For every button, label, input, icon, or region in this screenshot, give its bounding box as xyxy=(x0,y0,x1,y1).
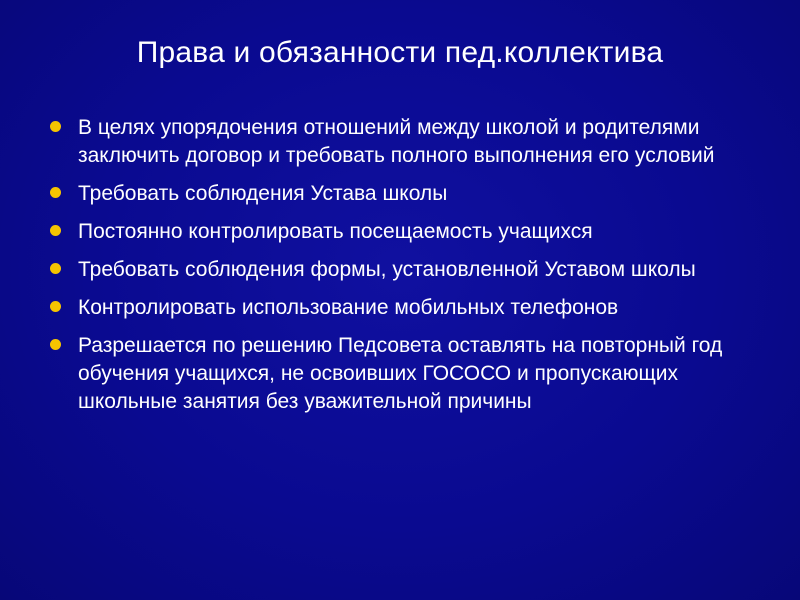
bullet-item xyxy=(50,218,770,246)
bullet-item xyxy=(50,114,770,170)
bullet-text: Требовать соблюдения Устава школы xyxy=(78,182,448,205)
slide-title: Права и обязанности пед.коллектива xyxy=(136,36,664,69)
bullet-dot-icon xyxy=(50,339,61,350)
bullet-list xyxy=(50,114,770,426)
bullet-text: В целях упорядочения отношений между школой и родителями заключить договор и требовать полного выполнения его условий xyxy=(78,116,715,167)
bullet-text: Постоянно контролировать посещаемость учащихся xyxy=(78,220,593,243)
bullet-item xyxy=(50,180,770,208)
bullet-dot-icon xyxy=(50,121,61,132)
bullet-dot-icon xyxy=(50,187,61,198)
bullet-dot-icon xyxy=(50,225,61,236)
bullet-text: Разрешается по решению Педсовета оставлять на повторный год обучения учащихся, не освоивших ГОСОСО и пропускающих школьные занятия без уважительной причины xyxy=(78,334,723,413)
bullet-text: Контролировать использование мобильных телефонов xyxy=(78,296,619,319)
bullet-item xyxy=(50,294,770,322)
bullet-item xyxy=(50,332,770,416)
bullet-dot-icon xyxy=(50,263,61,274)
bullet-item xyxy=(50,256,770,284)
bullet-dot-icon xyxy=(50,301,61,312)
bullet-text: Требовать соблюдения формы, установленной Уставом школы xyxy=(78,258,696,281)
